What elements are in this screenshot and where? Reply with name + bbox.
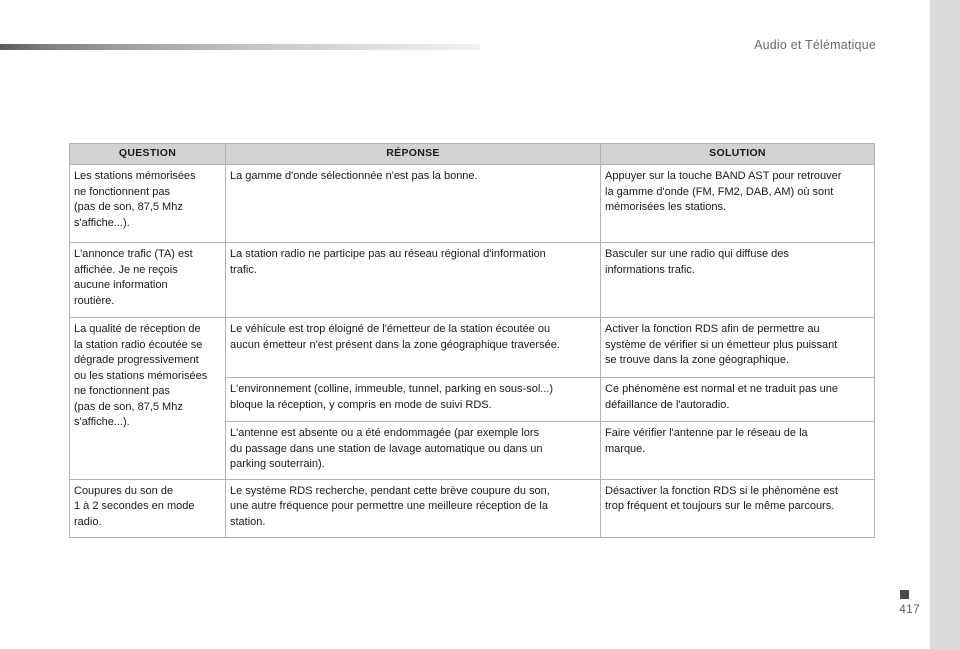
page-marker-square: [900, 590, 909, 599]
answer-text: L'antenne est absente ou a été endommagée (par exemple lors du passage dans une station de lavage automatique ou dans un parking souterrain).: [230, 427, 543, 470]
troubleshooting-table: [69, 143, 875, 538]
solution-text: Désactiver la fonction RDS si le phénomène est trop fréquent et toujours sur le même parcours.: [605, 484, 838, 512]
column-header-answer: RÉPONSE: [226, 144, 601, 165]
question-text: L'annonce trafic (TA) est affichée. Je ne reçois aucune information routière.: [74, 248, 193, 307]
question-cell: [70, 479, 226, 537]
page-number: 417: [899, 604, 920, 616]
answer-cell: [226, 422, 601, 480]
answer-text: Le véhicule est trop éloigné de l'émetteur de la station écoutée ou aucun émetteur n'est présent dans la zone géographique traversée.: [230, 323, 560, 351]
answer-text: Le système RDS recherche, pendant cette brève coupure du son, une autre fréquence pour permettre une meilleure réception de la station.: [230, 484, 550, 528]
question-text: Coupures du son de 1 à 2 secondes en mode radio.: [74, 484, 195, 528]
table-row: [70, 243, 875, 318]
question-cell: [70, 243, 226, 318]
solution-cell: [601, 479, 875, 537]
answer-cell: [226, 479, 601, 537]
solution-text: Faire vérifier l'antenne par le réseau de la marque.: [605, 427, 808, 455]
answer-text: La gamme d'onde sélectionnée n'est pas la bonne.: [230, 170, 478, 182]
table-header-row: [70, 144, 875, 165]
table-row: [70, 165, 875, 243]
solution-text: Basculer sur une radio qui diffuse des informations trafic.: [605, 248, 789, 276]
question-cell: [70, 165, 226, 243]
solution-cell: [601, 422, 875, 480]
question-text: La qualité de réception de la station radio écoutée se dégrade progressivement ou les stations mémorisées ne fonctionnent pas (pas de son, 87,5 Mhz s'affiche...).: [74, 323, 208, 428]
question-text: Les stations mémorisées ne fonctionnent pas (pas de son, 87,5 Mhz s'affiche...).: [74, 170, 196, 229]
answer-cell: [226, 243, 601, 318]
question-cell: [70, 318, 226, 480]
solution-cell: [601, 318, 875, 378]
solution-cell: [601, 378, 875, 422]
answer-text: La station radio ne participe pas au réseau régional d'information trafic.: [230, 248, 546, 276]
table-row: [70, 479, 875, 537]
table-row: [70, 318, 875, 378]
column-header-question: QUESTION: [70, 144, 226, 165]
column-header-solution: SOLUTION: [601, 144, 875, 165]
header-rule: [0, 44, 480, 50]
page-side-band: [930, 0, 960, 649]
solution-text: Ce phénomène est normal et ne traduit pas une défaillance de l'autoradio.: [605, 383, 838, 411]
solution-cell: [601, 243, 875, 318]
answer-cell: [226, 318, 601, 378]
solution-text: Appuyer sur la touche BAND AST pour retrouver la gamme d'onde (FM, FM2, DAB, AM) où sont mémorisées les stations.: [605, 170, 842, 213]
answer-cell: [226, 165, 601, 243]
answer-text: L'environnement (colline, immeuble, tunnel, parking en sous-sol...) bloque la réception, y compris en mode de suivi RDS.: [230, 383, 554, 411]
section-title: Audio et Télématique: [754, 38, 876, 52]
solution-cell: [601, 165, 875, 243]
solution-text: Activer la fonction RDS afin de permettre au système de vérifier si un émetteur plus puissant se trouve dans la zone géographique.: [605, 323, 838, 366]
answer-cell: [226, 378, 601, 422]
